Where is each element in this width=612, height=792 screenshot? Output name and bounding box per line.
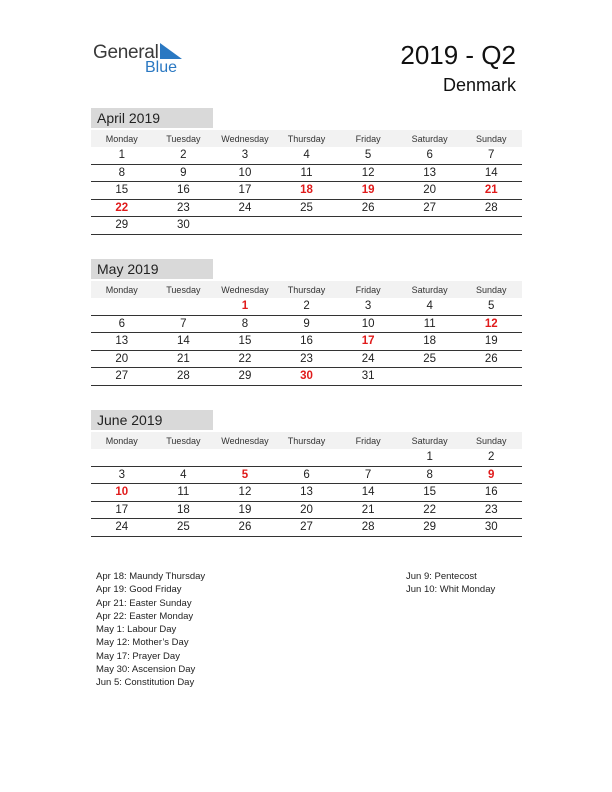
week-row bbox=[91, 467, 522, 485]
day-cell: 6 bbox=[303, 468, 310, 481]
holiday-day-cell: 9 bbox=[488, 468, 495, 481]
day-cell: 2 bbox=[303, 300, 310, 313]
holiday-day-cell: 17 bbox=[361, 335, 375, 348]
week-row bbox=[91, 165, 522, 183]
day-cell: 10 bbox=[238, 166, 252, 179]
holiday-day-cell: 1 bbox=[241, 300, 249, 313]
weekday-label: Saturday bbox=[411, 435, 448, 446]
day-cell: 2 bbox=[180, 149, 187, 162]
weekday-header-row bbox=[91, 281, 522, 298]
day-cell: 8 bbox=[426, 468, 433, 481]
weekday-label: Wednesday bbox=[221, 133, 269, 144]
holiday-entry: Jun 5: Constitution Day bbox=[96, 677, 195, 689]
day-cell: 28 bbox=[176, 370, 190, 383]
holiday-day-cell: 19 bbox=[361, 184, 375, 197]
generalblue-logo bbox=[93, 40, 203, 80]
day-cell: 21 bbox=[361, 503, 375, 516]
week-row bbox=[91, 316, 522, 334]
day-cell: 14 bbox=[361, 486, 375, 499]
day-cell: 13 bbox=[300, 486, 313, 499]
holiday-day-cell: 5 bbox=[241, 468, 249, 481]
day-cell: 14 bbox=[176, 335, 190, 348]
holiday-day-cell: 12 bbox=[484, 317, 498, 330]
day-cell: 17 bbox=[238, 184, 252, 197]
day-cell: 11 bbox=[177, 486, 190, 499]
day-cell: 17 bbox=[115, 503, 129, 516]
day-cell: 23 bbox=[484, 503, 498, 516]
day-cell: 28 bbox=[484, 201, 498, 214]
day-cell: 27 bbox=[423, 201, 437, 214]
day-cell: 30 bbox=[176, 219, 190, 232]
day-cell: 12 bbox=[238, 486, 252, 499]
weekday-label: Monday bbox=[105, 435, 138, 446]
week-row bbox=[91, 200, 522, 218]
day-cell: 15 bbox=[423, 486, 437, 499]
day-cell: 4 bbox=[303, 149, 310, 162]
week-row bbox=[91, 484, 522, 502]
day-cell: 26 bbox=[361, 201, 375, 214]
holiday-day-cell: 10 bbox=[115, 486, 129, 499]
day-cell: 16 bbox=[484, 486, 498, 499]
day-cell: 16 bbox=[300, 335, 313, 348]
logo-word-general: General bbox=[93, 42, 159, 63]
day-cell: 25 bbox=[176, 521, 190, 534]
day-cell: 31 bbox=[361, 370, 375, 383]
day-cell: 1 bbox=[426, 451, 433, 464]
holiday-day-cell: 18 bbox=[300, 184, 313, 197]
day-cell: 22 bbox=[238, 352, 252, 365]
week-row bbox=[91, 519, 522, 537]
month-title: May 2019 bbox=[91, 259, 213, 279]
day-cell: 25 bbox=[423, 352, 437, 365]
day-cell: 27 bbox=[115, 370, 129, 383]
day-cell: 28 bbox=[361, 521, 375, 534]
day-cell: 23 bbox=[300, 352, 313, 365]
month-may bbox=[91, 259, 522, 386]
day-cell: 9 bbox=[303, 317, 310, 330]
day-cell: 27 bbox=[300, 521, 313, 534]
day-cell: 19 bbox=[238, 503, 252, 516]
holiday-list-right bbox=[406, 570, 495, 597]
weekday-label: Thursday bbox=[287, 284, 326, 295]
day-cell: 15 bbox=[238, 335, 252, 348]
day-cell: 30 bbox=[484, 521, 498, 534]
holiday-entry: May 17: Prayer Day bbox=[96, 650, 180, 662]
day-cell: 26 bbox=[484, 352, 498, 365]
holiday-day-cell: 22 bbox=[115, 201, 129, 214]
day-cell: 2 bbox=[488, 451, 495, 464]
week-row bbox=[91, 182, 522, 200]
day-cell: 3 bbox=[364, 300, 372, 313]
day-cell: 5 bbox=[488, 300, 495, 313]
day-cell: 24 bbox=[115, 521, 129, 534]
day-cell: 12 bbox=[361, 166, 375, 179]
day-cell: 13 bbox=[115, 335, 129, 348]
week-row bbox=[91, 147, 522, 165]
quarter-title: 2019 - Q2 bbox=[400, 40, 516, 70]
day-cell: 19 bbox=[484, 335, 498, 348]
week-row bbox=[91, 217, 522, 235]
month-june bbox=[91, 410, 522, 537]
day-cell: 29 bbox=[115, 219, 129, 232]
weekday-label: Saturday bbox=[411, 133, 448, 144]
day-cell: 7 bbox=[364, 468, 372, 481]
weekday-label: Saturday bbox=[411, 284, 448, 295]
day-cell: 6 bbox=[426, 149, 433, 162]
day-cell: 11 bbox=[300, 166, 313, 179]
day-cell: 8 bbox=[241, 317, 249, 330]
week-row bbox=[91, 333, 522, 351]
day-cell: 25 bbox=[300, 201, 313, 214]
day-cell: 20 bbox=[300, 503, 313, 516]
day-cell: 26 bbox=[238, 521, 252, 534]
holiday-day-cell: 30 bbox=[300, 370, 313, 383]
day-cell: 1 bbox=[118, 149, 125, 162]
weekday-label: Tuesday bbox=[166, 284, 201, 295]
holiday-entry: Jun 10: Whit Monday bbox=[406, 584, 496, 596]
day-cell: 15 bbox=[115, 184, 129, 197]
weekday-label: Sunday bbox=[475, 435, 507, 446]
weekday-header-row bbox=[91, 432, 522, 449]
day-cell: 6 bbox=[118, 317, 125, 330]
logo-triangle-icon bbox=[160, 43, 182, 59]
day-cell: 23 bbox=[176, 201, 190, 214]
month-april bbox=[91, 108, 522, 235]
day-cell: 4 bbox=[426, 300, 433, 313]
day-cell: 14 bbox=[484, 166, 498, 179]
weekday-label: Wednesday bbox=[221, 284, 269, 295]
day-cell: 8 bbox=[118, 166, 125, 179]
week-row bbox=[91, 298, 522, 316]
day-cell: 5 bbox=[364, 149, 372, 162]
weekday-label: Thursday bbox=[287, 133, 326, 144]
holiday-entry: May 12: Mother’s Day bbox=[96, 637, 189, 649]
day-cell: 18 bbox=[423, 335, 437, 348]
holiday-entry: Apr 22: Easter Monday bbox=[96, 610, 194, 622]
day-cell: 16 bbox=[176, 184, 190, 197]
day-cell: 18 bbox=[176, 503, 190, 516]
weekday-label: Monday bbox=[105, 284, 138, 295]
day-cell: 3 bbox=[118, 468, 125, 481]
day-cell: 29 bbox=[238, 370, 252, 383]
holiday-entry: May 30: Ascension Day bbox=[96, 664, 196, 676]
country-name: Denmark bbox=[442, 75, 516, 95]
month-title: June 2019 bbox=[91, 410, 213, 430]
week-row bbox=[91, 351, 522, 369]
week-row bbox=[91, 449, 522, 467]
weekday-label: Sunday bbox=[475, 284, 507, 295]
weekday-label: Tuesday bbox=[166, 435, 201, 446]
holiday-entry: Apr 18: Maundy Thursday bbox=[96, 571, 206, 582]
day-cell: 7 bbox=[180, 317, 187, 330]
holiday-entry: May 1: Labour Day bbox=[96, 624, 177, 636]
weekday-label: Friday bbox=[355, 284, 381, 295]
day-cell: 22 bbox=[423, 503, 437, 516]
weekday-label: Thursday bbox=[287, 435, 326, 446]
day-cell: 29 bbox=[423, 521, 437, 534]
weekday-label: Friday bbox=[355, 133, 381, 144]
weekday-label: Tuesday bbox=[166, 133, 201, 144]
day-cell: 24 bbox=[361, 352, 375, 365]
weekday-label: Monday bbox=[105, 133, 138, 144]
holiday-entry: Jun 9: Pentecost bbox=[406, 571, 477, 582]
month-title: April 2019 bbox=[91, 108, 213, 128]
day-cell: 20 bbox=[115, 352, 129, 365]
day-cell: 24 bbox=[238, 201, 252, 214]
day-cell: 7 bbox=[488, 149, 495, 162]
day-cell: 13 bbox=[423, 166, 437, 179]
day-cell: 20 bbox=[423, 184, 437, 197]
logo-word-blue: Blue bbox=[145, 59, 178, 76]
weekday-label: Sunday bbox=[475, 133, 507, 144]
week-row bbox=[91, 502, 522, 520]
holiday-day-cell: 21 bbox=[484, 184, 498, 197]
holiday-entry: Apr 19: Good Friday bbox=[96, 584, 182, 596]
day-cell: 11 bbox=[423, 317, 436, 330]
holiday-list-left bbox=[96, 570, 205, 690]
day-cell: 21 bbox=[176, 352, 190, 365]
weekday-header-row bbox=[91, 130, 522, 147]
weekday-label: Wednesday bbox=[221, 435, 269, 446]
holiday-entry: Apr 21: Easter Sunday bbox=[96, 597, 192, 609]
day-cell: 9 bbox=[180, 166, 187, 179]
weekday-label: Friday bbox=[355, 435, 381, 446]
day-cell: 3 bbox=[241, 149, 249, 162]
day-cell: 4 bbox=[180, 468, 187, 481]
day-cell: 10 bbox=[361, 317, 375, 330]
week-row bbox=[91, 368, 522, 386]
